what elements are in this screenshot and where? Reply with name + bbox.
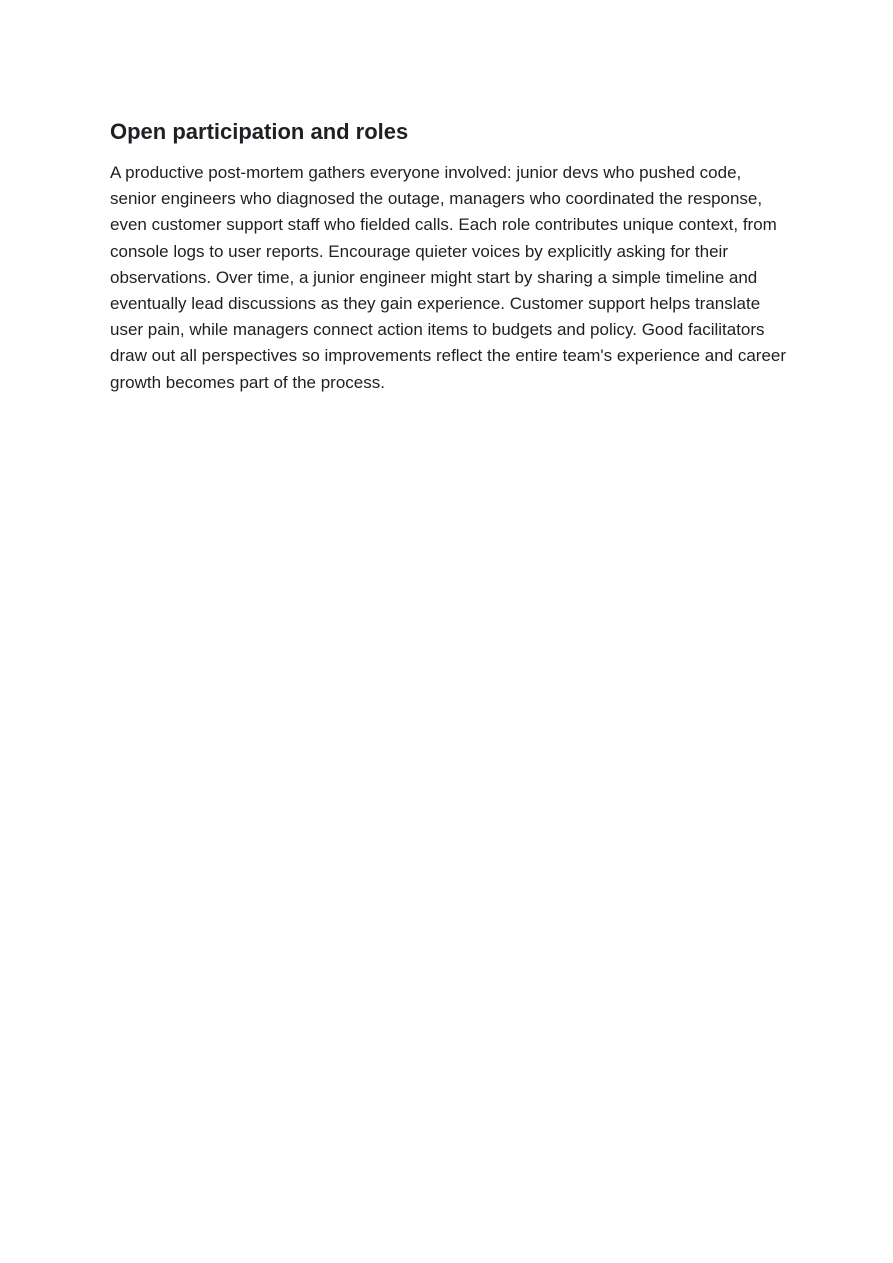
- document-page: [110, 118, 790, 396]
- section-heading: Open participation and roles: [110, 119, 409, 144]
- body-paragraph: A productive post-mortem gathers everyone involved: junior devs who pushed code, senior engineers who diagnosed the outage, managers who coordinated the response, even customer support staff who fielded calls. Each role contributes unique context, from console logs to user reports. Encourage quieter voices by explicitly asking for their observations. Over time, a junior engineer might start by sharing a simple timeline and eventually lead discussions as they gain experience. Customer support helps translate user pain, while managers connect action items to budgets and policy. Good facilitators draw out all perspectives so improvements reflect the entire team's experience and career growth becomes part of the process.: [110, 163, 787, 392]
